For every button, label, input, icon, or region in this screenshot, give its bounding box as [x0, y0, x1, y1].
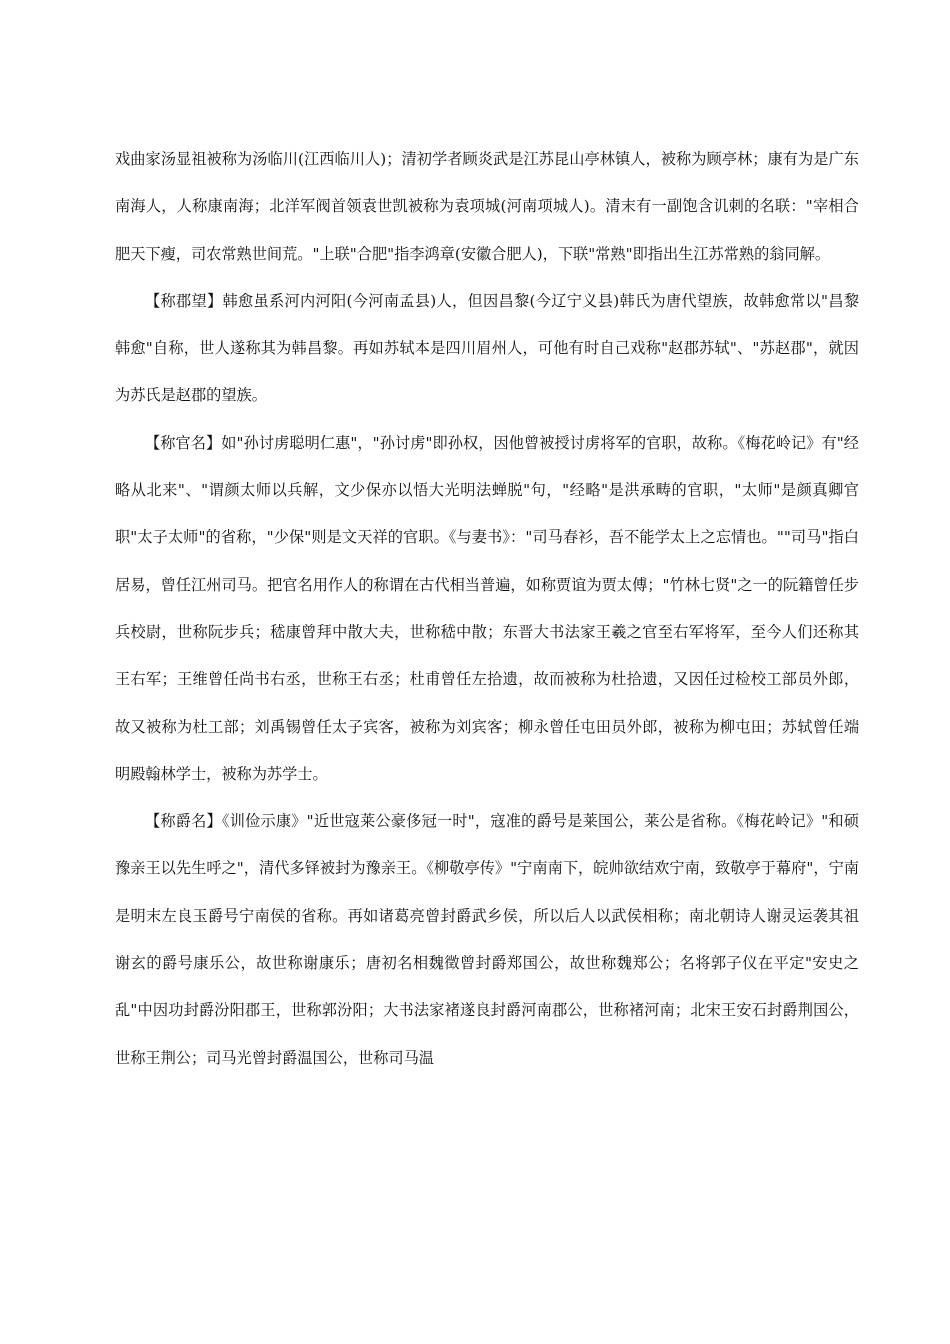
paragraph-text: 如"孙讨虏聪明仁惠"，"孙讨虏"即孙权，因他曾被授讨虏将军的官职，故称。《梅花岭记》有"经略从北来"、"谓颜太师以兵解，文少保亦以悟大光明法蝉脱"句，"经略"是洪承畴的官职，"太师"是颜真卿官职"太子太师"的省称，"少保"则是文天祥的官职。《与妻书》："司马春衫，吾不能学太上之忘情也。""司马"指白居易，曾任江州司马。把官名用作人的称谓在古代相当普遍，如称贾谊为贾太傅；"竹林七贤"之一的阮籍曾任步兵校尉，世称阮步兵；嵇康曾拜中散大夫，世称嵇中散；东晋大书法家王羲之官至右军将军，至今人们还称其王右军；王维曾任尚书右丞，世称王右丞；杜甫曾任左拾遗，故而被称为杜拾遗，又因任过检校工部员外郎，故又被称为杜工部；刘禹锡曾任太子宾客，被称为刘宾客；柳永曾任屯田员外郎，被称为柳屯田；苏轼曾任端明殿翰林学士，被称为苏学士。 — [115, 433, 859, 783]
paragraph-text: 《训俭示康》"近世寇莱公豪侈冠一时"，寇准的爵号是莱国公，莱公是省称。《梅花岭记》"和硕豫亲王以先生呼之"，清代多铎被封为豫亲王。《柳敬亭传》"宁南南下，皖帅欲结欢宁南，致敬亭于幕府"，宁南是明末左良玉爵号宁南侯的省称。再如诸葛亮曾封爵武乡侯，所以后人以武侯相称；南北朝诗人谢灵运袭其祖谢玄的爵号康乐公，故世称谢康乐；唐初名相魏徵曾封爵郑国公，故世称魏郑公；名将郭子仪在平定"安史之乱"中因功封爵汾阳郡王，世称郭汾阳；大书法家褚遂良封爵河南郡公，世称褚河南；北宋王安石封爵荆国公，世称王荆公；司马光曾封爵温国公，世称司马温 — [115, 812, 860, 1067]
section-tag: 【称爵名】 — [145, 812, 222, 831]
paragraph-text: 韩愈虽系河内河阳(今河南孟县)人，但因昌黎(今辽宁义县)韩氏为唐代望族，故韩愈常以"昌黎韩愈"自称，世人遂称其为韩昌黎。再如苏轼本是四川眉州人，可他有时自己戏称"赵郡苏轼"、"苏赵郡"，就因为苏氏是赵郡的望族。 — [115, 291, 860, 405]
paragraph-text: 戏曲家汤显祖被称为汤临川(江西临川人)；清初学者顾炎武是江苏昆山亭林镇人，被称为顾亭林；康有为是广东南海人，人称康南海；北洋军阀首领袁世凯被称为袁项城(河南项城人)。清末有一副饱含讥刺的名联："宰相合肥天下瘦，司农常熟世间荒。"上联"合肥"指李鸿章(安徽合肥人)，下联"常熟"即指出生江苏常熟的翁同解。 — [115, 150, 859, 263]
paragraph-noble-titles — [115, 798, 859, 1082]
paragraph-place-names — [115, 136, 859, 278]
section-tag: 【称官名】 — [145, 433, 222, 452]
paragraph-official-titles — [115, 420, 859, 798]
paragraph-commandery — [115, 278, 859, 420]
document-page — [115, 136, 859, 1082]
section-tag: 【称郡望】 — [145, 291, 223, 310]
